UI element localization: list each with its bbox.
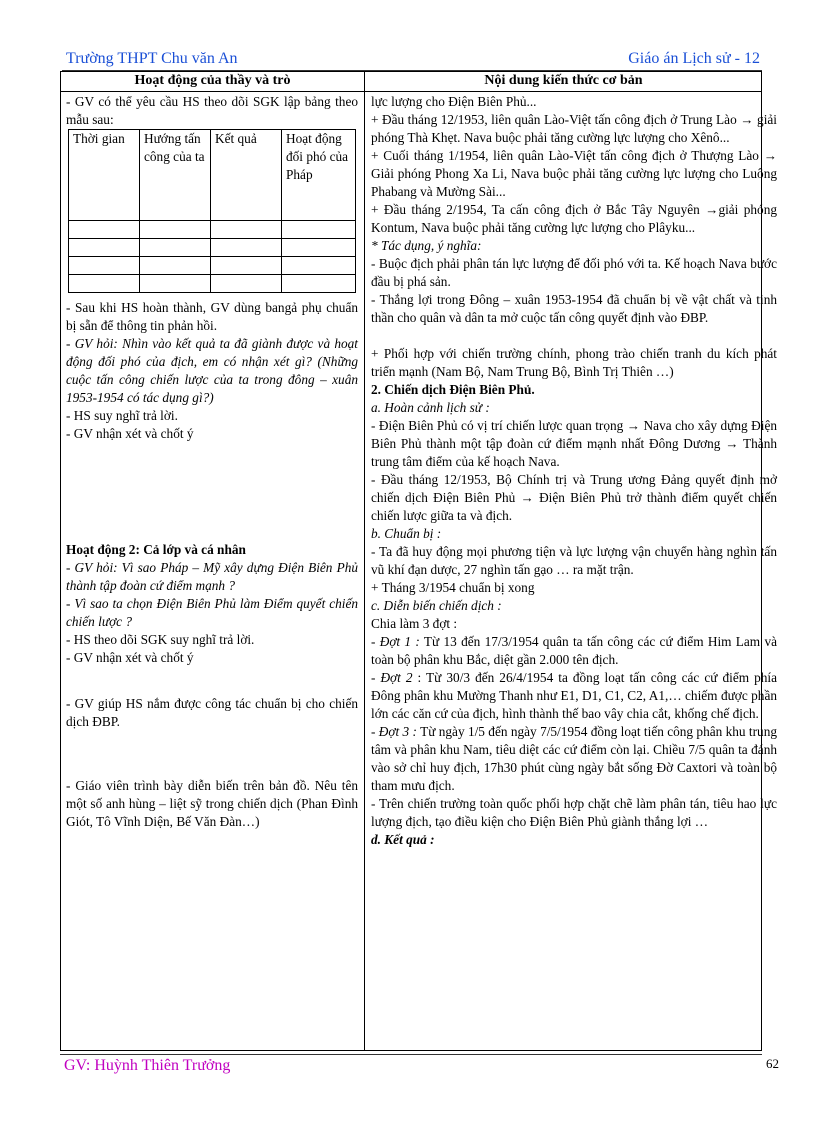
template-table [68,129,356,293]
section-subheading: c. Diễn biến chiến dịch : [371,598,502,613]
table-head-direction: Hướng tấn công của ta [140,130,211,221]
column-divider [364,71,365,1051]
activity-2-heading: Hoạt động 2: Cả lớp và cá nhân [66,542,246,557]
teacher-activities [66,93,358,831]
phase-1-text [371,633,777,669]
school-name: Trường THPT Chu văn An [66,50,238,67]
section-subheading: d. Kết quả : [371,832,435,847]
content-text: + Đầu tháng 2/1954, Ta cấn công địch ở Bắc Tây Nguyên →giải phóng Kontum, Nava buộc phải tăng cường lực lượng cho Plâyku... [371,202,777,235]
feedback-text: - Sau khi HS hoàn thành, GV dùng bangả phụ chuẩn bị sẵn để thông tin phản hồi. [66,300,358,333]
question-text: - GV hỏi: Nhìn vào kết quả ta đã giành được và hoạt động đối phó của địch, em có nhận xét gì? (Những cuộc tấn công chiến lược của ta trong đông – xuân 1953-1954 có tác dụng gì?) [66,336,358,405]
teacher-name: GV: Huỳnh Thiên Trưởng [64,1057,231,1074]
teacher-conclusion-text: - GV nhận xét và chốt ý [66,426,194,441]
content-text: Chia làm 3 đợt : [371,616,458,631]
subject-title: Giáo án Lịch sử - 12 [628,50,760,67]
table-row [69,221,356,239]
student-answer-text: - HS suy nghĩ trả lời. [66,408,178,423]
content-text: - Đầu tháng 12/1953, Bộ Chính trị và Trung ương Đảng quyết định mở chiến dịch Điện Biên Phủ → Điện Biên Phủ trở thành điểm quyết chiến chiến lược giữa ta và địch. [371,472,777,523]
phase-description: : Từ 30/3 đến 26/4/1954 ta đồng loạt tấn công các cứ điểm phía Đông phân khu Mường Thanh như E1, D1, C1, C2, A1,… chiếm được phần lớn các căn cứ của địch, hình thành thế bao vây chia cắt, khống chế địch. [371,670,777,721]
section-subheading: a. Hoàn cảnh lịch sử : [371,400,490,415]
phase-3-text [371,723,777,795]
content-text: + Tháng 3/1954 chuẩn bị xong [371,580,535,595]
page-number: 62 [766,1056,779,1071]
teacher-conclusion-text: - GV nhận xét và chốt ý [66,650,194,665]
table-row [69,275,356,293]
phase-description: Từ 13 đến 17/3/1954 quân ta tấn công các cứ điểm Him Lam và toàn bộ phân khu Bắc, diệt gần 2.000 tên địch. [371,634,777,667]
content-text: lực lượng cho Điện Biên Phủ... [371,94,537,109]
content-text: + Đầu tháng 12/1953, liên quân Lào-Việt tấn công địch ở Trung Lào → giải phóng Thà Khẹt. Nava buộc phải tăng cường lực lượng cho Xênô... [371,112,777,145]
content-text: - Thắng lợi trong Đông – xuân 1953-1954 đã chuẩn bị về vật chất và tinh thần cho quân và dân ta mở cuộc tấn công quyết định vào ĐBP. [371,292,777,325]
section-subheading: * Tác dụng, ý nghĩa: [371,238,482,253]
phase-label: - Đợt 3 : [371,724,417,739]
phase-label: - Đợt 2 [371,670,413,685]
content-text: - Buộc địch phải phân tán lực lượng để đối phó với ta. Kế hoạch Nava bước đầu bị phá sản. [371,256,777,289]
content-text: - Trên chiến trường toàn quốc phối hợp chặt chẽ làm phân tán, tiêu hao lực lượng địch, tạo điều kiện cho Điện Biên Phủ giành thắng lợi … [371,796,777,829]
content-text: - Điện Biên Phủ có vị trí chiến lược quan trọng → Nava cho xây dựng Điện Biên Phủ thành một tập đoàn cứ điểm mạnh nhất Đông Dương → Thành trung tâm điểm của kế hoạch Nava. [371,418,777,469]
template-table-header [69,130,356,221]
lesson-content [371,93,777,849]
phase-label: - Đợt 1 : [371,634,420,649]
table-row [69,239,356,257]
content-text: - Ta đã huy động mọi phương tiện và lực lượng vận chuyển hàng nghìn tấn vũ khí đạn dược, 27 nghìn tấn gạo … ra mặt trận. [371,544,777,577]
heading-rule [61,91,761,92]
table-head-time: Thời gian [69,130,140,221]
content-text: + Phối hợp với chiến trường chính, phong trào chiến tranh du kích phát triển mạnh (Nam Bộ, Nam Trung Bộ, Bình Trị Thiên …) [371,346,777,379]
question-text: - Vì sao ta chọn Điện Biên Phủ làm Điểm quyết chiến chiến lược ? [66,596,358,629]
left-column-heading: Hoạt động của thầy và trò [134,73,291,88]
table-row [69,257,356,275]
phase-description: Từ ngày 1/5 đến ngày 7/5/1954 đồng loạt tiến công phân khu trung tâm và phân khu Nam, tiêu diệt các cứ điểm còn lại. Chiều 7/5 quân ta đánh vào sở chỉ huy địch, 17h30 phút cùng ngày bắt sống Đờ Caxtori và toàn bộ tham mưu địch. [371,724,777,793]
footer-rule [60,1054,762,1055]
map-presentation-text: - Giáo viên trình bày diễn biến trên bản đồ. Nêu tên một số anh hùng – liệt sỹ trong chiến dịch (Phan Đình Giót, Tô Vĩnh Diện, Bế Văn Đàn…) [66,778,358,829]
instruction-text: - GV có thể yêu cầu HS theo dõi SGK lập bảng theo mẫu sau: [66,94,358,127]
section-heading: 2. Chiến dịch Điện Biên Phủ. [371,382,535,397]
page-header [66,50,760,70]
phase-2-text [371,669,777,723]
student-answer-text: - HS theo dõi SGK suy nghĩ trả lời. [66,632,255,647]
table-head-response: Hoạt động đối phó của Pháp [282,130,356,221]
section-subheading: b. Chuẩn bị : [371,526,442,541]
content-text: + Cuối tháng 1/1954, liên quân Lào-Việt tấn công địch ở Thượng Lào → Giải phóng Phong Xa Li, Nava buộc phải tăng cường lực lượng cho Luông Phabang và Mường Sài... [371,148,777,199]
question-text: - GV hỏi: Vì sao Pháp – Mỹ xây dựng Điện Biên Phủ thành tập đoàn cứ điểm mạnh ? [66,560,358,593]
right-column-heading: Nội dung kiến thức cơ bản [484,73,643,88]
table-head-result: Kết quả [211,130,282,221]
preparation-text: - GV giúp HS nắm được công tác chuẩn bị cho chiến dịch ĐBP. [66,696,358,729]
